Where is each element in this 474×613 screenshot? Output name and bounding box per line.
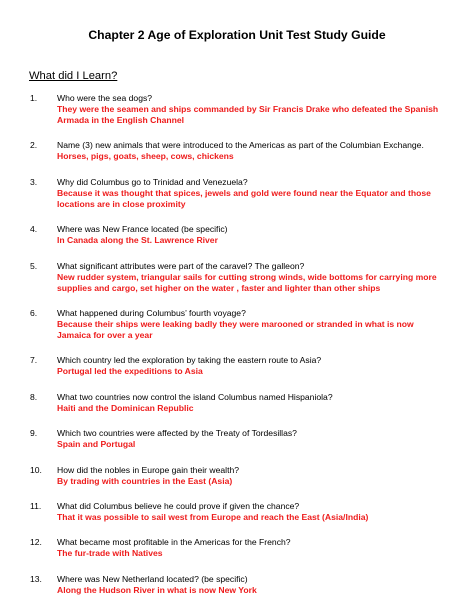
question-text: What two countries now control the island Columbus named Hispaniola? [57,391,333,402]
question-number: 6. [30,307,38,318]
question-text: Where was New Netherland located? (be specific) [57,573,248,584]
answer-text: Along the Hudson River in what is now New York [57,584,257,595]
answer-text: In Canada along the St. Lawrence River [57,235,218,246]
question-text: What significant attributes were part of the caravel? The galleon? [57,260,305,271]
answer-text: New rudder system, triangular sails for cutting strong winds, wide bottoms for carrying more supplies and cargo, set higher on the water , faster and lighter than other ships [57,271,437,293]
question-item [30,140,450,162]
question-number: 4. [30,224,38,235]
question-number: 3. [30,176,38,187]
question-item [30,574,450,596]
question-text: Which country led the exploration by taking the eastern route to Asia? [57,355,322,366]
question-text: Which two countries were affected by the Treaty of Tordesillas? [57,428,297,439]
question-number: 10. [30,464,42,475]
question-number: 11. [30,500,42,511]
answer-text: Haiti and the Dominican Republic [57,402,194,413]
question-item [30,537,450,559]
question-item [30,261,450,294]
question-item [30,93,450,126]
question-text: Where was New France located (be specific) [57,224,228,235]
question-item [30,177,450,210]
answer-text: Portugal led the expeditions to Asia [57,366,203,377]
question-text: Name (3) new animals that were introduced to the Americas as part of the Columbian Exchange. [57,140,424,151]
answer-text: Because it was thought that spices, jewels and gold were found near the Equator and those locations are in close proximity [57,187,431,209]
answer-text: The fur-trade with Natives [57,548,163,559]
question-text: How did the nobles in Europe gain their wealth? [57,464,240,475]
question-number: 12. [30,537,42,548]
answer-text: Horses, pigs, goats, sheep, cows, chickens [57,151,234,162]
answer-text: Because their ships were leaking badly they were marooned or stranded in what is now Jamaica for over a year [57,318,414,340]
question-number: 1. [30,93,38,103]
question-item [30,465,450,487]
answer-text: They were the seamen and ships commanded by Sir Francis Drake who defeated the Spanish Armada in the English Channel [57,104,439,125]
question-number: 13. [30,573,42,584]
answer-text: By trading with countries in the East (Asia) [57,475,233,486]
question-number: 5. [30,260,38,271]
question-item [30,392,450,414]
question-item [30,224,450,246]
question-text: Why did Columbus go to Trinidad and Venezuela? [57,176,248,187]
answer-text: That it was possible to sail west from Europe and reach the East (Asia/India) [57,511,369,522]
question-number: 9. [30,428,38,439]
question-item [30,428,450,450]
question-text: Who were the sea dogs? [57,93,153,103]
question-item [30,501,450,523]
answer-text: Spain and Portugal [57,439,136,450]
question-list [30,93,450,610]
question-number: 2. [30,140,38,151]
question-number: 8. [30,391,38,402]
page-title: Chapter 2 Age of Exploration Unit Test Study Guide [88,28,386,42]
question-item [30,308,450,341]
section-heading: What did I Learn? [29,70,118,82]
question-number: 7. [30,355,38,366]
question-text: What happened during Columbus’ fourth voyage? [57,307,246,318]
question-text: What became most profitable in the Americas for the French? [57,537,291,548]
question-item [30,355,450,377]
question-text: What did Columbus believe he could prove if given the chance? [57,500,300,511]
